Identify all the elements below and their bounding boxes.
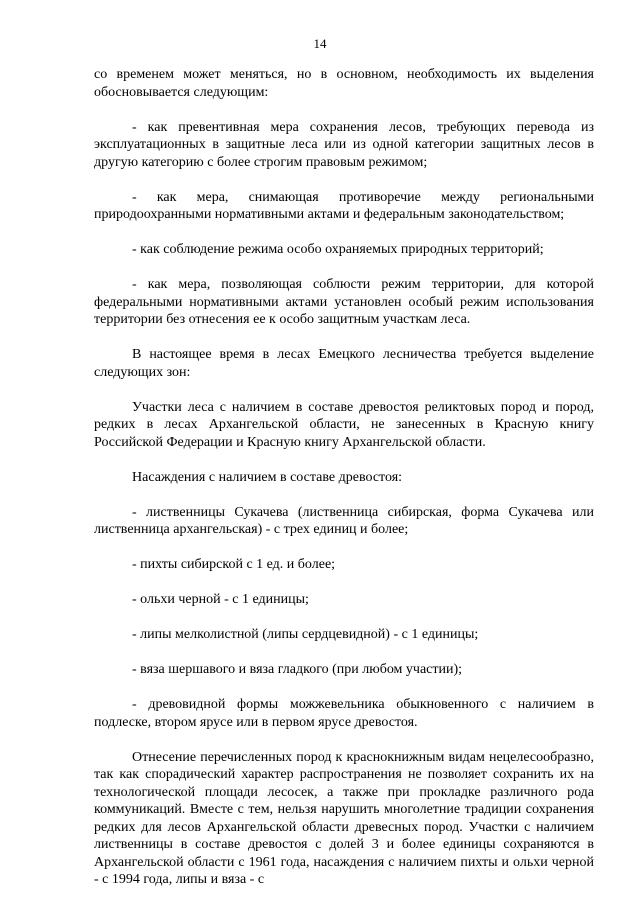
document-body <box>94 66 594 906</box>
paragraph-zones-intro: В настоящее время в лесах Емецкого лесничества требуется выделение следующих зон: <box>94 347 594 380</box>
list-item-preventive-measure: - как превентивная мера сохранения лесов, требующих перевода из эксплуатационных в защитные леса или из одной категории защитных лесов в другую категорию с более строгим правовым режимом; <box>94 119 594 170</box>
list-item-larch: - лиственницы Сукачева (лиственница сибирская, форма Сукачева или лиственница архангельская) - с трех единиц и более; <box>94 504 594 537</box>
list-item-linden: - липы мелколистной (липы сердцевидной) - с 1 единицы; <box>132 627 479 642</box>
list-item-protected-territories: - как соблюдение режима особо охраняемых природных территорий; <box>132 242 544 257</box>
page-number: 14 <box>313 36 327 51</box>
paragraph-continuation: со временем может меняться, но в основном, необходимость их выделения обосновывается следующим: <box>94 67 594 100</box>
list-item-fir: - пихты сибирской с 1 ед. и более; <box>132 557 336 572</box>
list-item-special-regime: - как мера, позволяющая соблюсти режим территории, для которой федеральными нормативными актами установлен особый режим использования территории без отнесения ее к особо защитным участкам леса. <box>94 277 594 327</box>
list-item-juniper: - древовидной формы можжевельника обыкновенного с наличием в подлеске, втором ярусе или в первом ярусе древостоя. <box>94 697 594 730</box>
paragraph-stands-intro: Насаждения с наличием в составе древостоя: <box>132 469 403 485</box>
list-item-elm: - вяза шершавого и вяза гладкого (при любом участии); <box>132 662 463 677</box>
list-item-alder: - ольхи черной - с 1 единицы; <box>132 592 309 607</box>
paragraph-relict-species: Участки леса с наличием в составе древостоя реликтовых пород и пород, редких в лесах Архангельской области, не занесенных в Красную книгу Российской Федерации и Красную книгу Архангельской области. <box>94 399 594 450</box>
list-item-contradiction-measure: - как мера, снимающая противоречие между региональными природоохранными нормативными актами и федеральным законодательством; <box>94 189 594 222</box>
paragraph-red-book-rationale: Отнесение перечисленных пород к краснокнижным видам нецелесообразно, так как спорадический характер распространения не позволяет сохранить их на технологической площади лесосек, а также при прокладке различного рода коммуникаций. Вместе с тем, нельзя нарушить многолетние традиции сохранения редких для лесов Архангельской области древесных пород. Участки с наличием лиственницы в составе древостоя с долей 3 и более единицы сохраняются в Архангельской области с 1961 года, насаждения с наличием пихты и ольхи черной - с 1994 года, липы и вяза - с <box>94 749 594 887</box>
